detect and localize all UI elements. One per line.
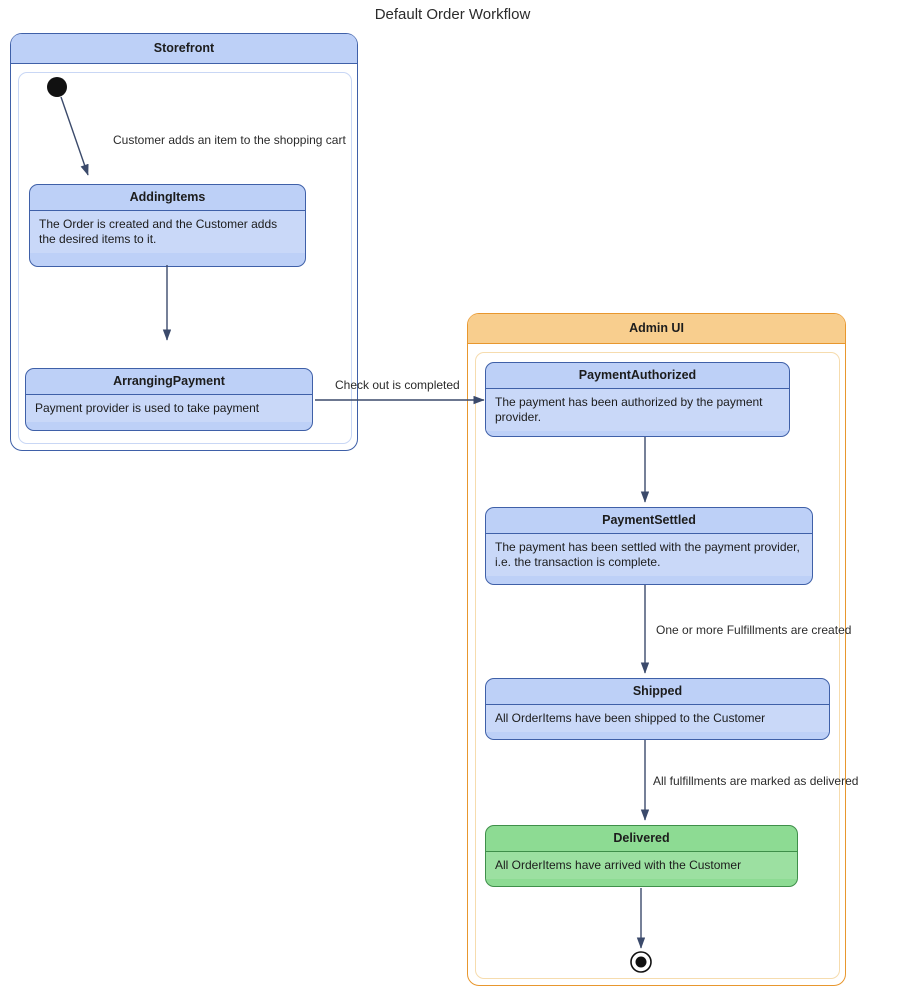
state-arrangingpayment-title: ArrangingPayment <box>26 369 312 395</box>
state-delivered[interactable] <box>485 825 798 887</box>
edge-label-arrangingpayment-to-paymentauthorized: Check out is completed <box>335 378 460 392</box>
state-delivered-title: Delivered <box>486 826 797 852</box>
state-paymentsettled[interactable] <box>485 507 813 585</box>
group-admin-ui-label: Admin UI <box>468 314 845 344</box>
state-addingitems[interactable] <box>29 184 306 267</box>
state-paymentsettled-title: PaymentSettled <box>486 508 812 534</box>
state-paymentauthorized[interactable] <box>485 362 790 437</box>
group-storefront <box>10 33 358 451</box>
state-shipped[interactable] <box>485 678 830 740</box>
edge-label-paymentsettled-to-shipped: One or more Fulfillments are created <box>656 623 852 637</box>
edge-label-shipped-to-delivered: All fulfillments are marked as delivered <box>653 774 859 788</box>
state-paymentauthorized-description: The payment has been authorized by the payment provider. <box>486 389 789 431</box>
state-shipped-description: All OrderItems have been shipped to the Customer <box>486 705 829 732</box>
state-paymentauthorized-title: PaymentAuthorized <box>486 363 789 389</box>
group-storefront-label: Storefront <box>11 34 357 64</box>
edge-label-start-to-addingitems: Customer adds an item to the shopping cart <box>113 133 346 147</box>
state-addingitems-description: The Order is created and the Customer adds the desired items to it. <box>30 211 305 253</box>
state-paymentsettled-description: The payment has been settled with the payment provider, i.e. the transaction is complete. <box>486 534 812 576</box>
group-admin-ui <box>467 313 846 986</box>
state-addingitems-title: AddingItems <box>30 185 305 211</box>
state-arrangingpayment[interactable] <box>25 368 313 431</box>
state-shipped-title: Shipped <box>486 679 829 705</box>
state-delivered-description: All OrderItems have arrived with the Customer <box>486 852 797 879</box>
diagram-title: Default Order Workflow <box>374 6 531 23</box>
state-arrangingpayment-description: Payment provider is used to take payment <box>26 395 312 422</box>
